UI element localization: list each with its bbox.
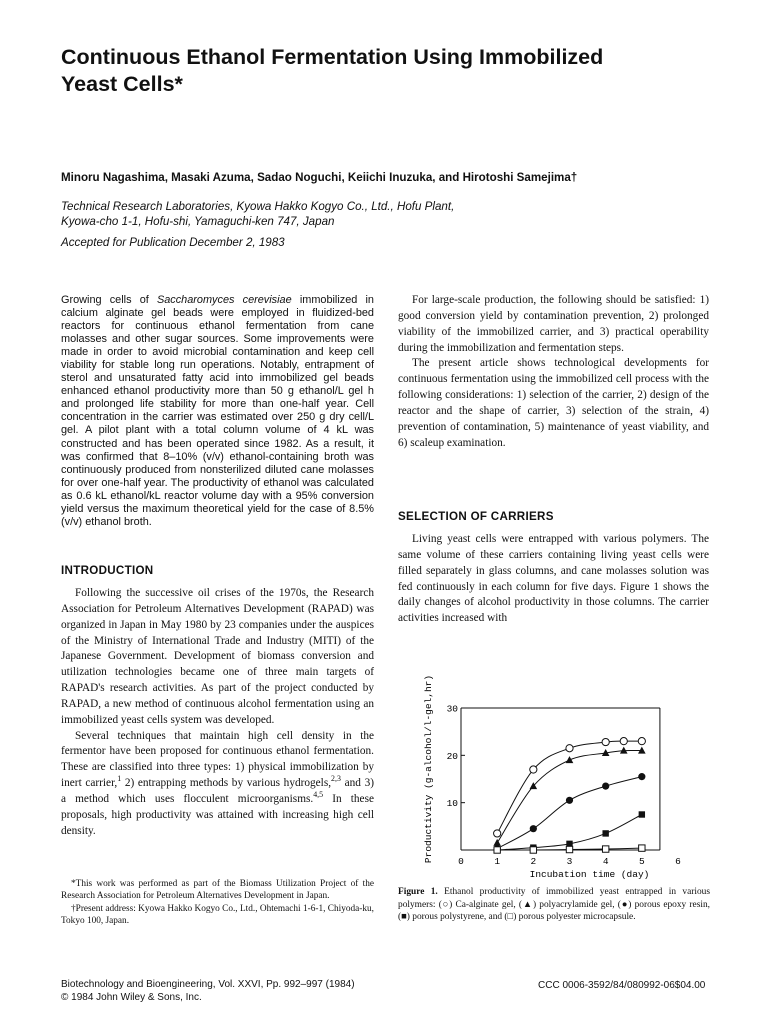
copyright: © 1984 John Wiley & Sons, Inc. (61, 991, 202, 1003)
affiliation-line-2: Kyowa-cho 1-1, Hofu-shi, Yamaguchi-ken 747, Japan (61, 214, 335, 228)
intro-paragraph-1: Following the successive oil crises of the 1970s, the Research Association for Petroleum Alternatives Development (RAPAD) was organized in Japan in May 1980 by 23 companies under the auspices of the Ministry of International Trade and Industry (MITI) of the Japanese Government. Development of biomass conversion and utilization technologies became one of three main targets of RAPAD's research activities. As part of the project conducted by RAPAD, a new method of continuous alcohol fermentation using an immobilized yeast cells system was developed. (61, 587, 374, 726)
introduction-body (61, 586, 374, 840)
species-name: Saccharomyces cerevisiae (156, 294, 292, 306)
point-filled-square (639, 811, 645, 817)
footnote-2: †Present address: Kyowa Hakko Kogyo Co., Ltd., Ohtemachi 1-6-1, Chiyoda-ku, Tokyo 100, Japan. (61, 903, 374, 927)
ccc-code: CCC 0006-3592/84/080992-06$04.00 (538, 980, 706, 991)
series-line-1 (497, 750, 642, 842)
x-axis-label: Incubation time (day) (529, 869, 650, 880)
point-filled-square (602, 830, 608, 836)
x-tick-label: 0 (458, 856, 464, 867)
series-line-2 (497, 777, 642, 849)
x-tick-label: 1 (494, 856, 501, 867)
point-open-circle (620, 738, 627, 745)
point-open-square (639, 845, 645, 851)
right-paragraph-2: The present article shows technological developments for continuous fermentation using the immobilized cell process with the following considerations: 1) selection of the carrier, 2) design of the reactor and the shape of carrier, 3) selection of the strain, 4) prevention of contamination, 5) maintenance of yeast viability, and 6) scaleup examination. (398, 357, 709, 449)
y-tick-label: 30 (446, 703, 458, 715)
point-filled-circle (530, 825, 537, 832)
x-tick-label: 5 (638, 856, 645, 867)
figure-caption (398, 886, 710, 924)
y-tick-label: 10 (446, 798, 458, 810)
chart-markers (493, 738, 645, 854)
point-open-square (530, 847, 536, 853)
point-open-circle (566, 745, 573, 752)
right-column-intro (398, 293, 709, 451)
intro-paragraph-2: Several techniques that maintain high cell density in the fermentor have been proposed for continuous ethanol fermentation. These are classified into three types: 1) physical immobilization by inert carrier,$^1$ 2) entrapping methods by various hydrogels,$^{2,3}$ and 3) a method which uses flocculent microorganisms.$^{4,5}$ In these proposals, high productivity was attained with increasing high cell density. (61, 729, 374, 837)
point-open-circle (602, 738, 609, 745)
abstract-text-rest: immobilized in calcium alginate gel beads were employed in fluidized-bed reactors for continuous ethanol fermentation from cane molasses and other sugar sources. Some improvements were made in order to avoid microbial contamination and keep cell viability for stable long run operations. Notably, entrapment of sterol and unsaturated fatty acid into immobilized gel beads enhanced ethanol productivity more than 50 g ethanol/L gel h and prolonged life stability for more than one-half year. Cell concentration in the carrier was estimated over 250 g dry cell/L gel. A pilot plant with a total column volume of 4 kL was constructed and has been operated since 1982. As a result, it was confirmed that 8–10% (v/v) ethanol-containing broth was continuously produced from nonsterilized diluted cane molasses for over one-half year. The productivity of ethanol was calculated as 0.6 kL ethanol/kL reactor volume day with a 95% conversion yield versus the maximum theoretical yield for the case of 8.5% (v/v) ethanol broth. (61, 294, 374, 528)
introduction-heading: INTRODUCTION (61, 564, 154, 577)
footnotes (61, 878, 374, 928)
point-filled-circle (566, 797, 573, 804)
citation-ref: 4,5 (313, 790, 324, 800)
author-list: Minoru Nagashima, Masaki Azuma, Sadao Noguchi, Keiichi Inuzuka, and Hirotoshi Samejima† (61, 171, 578, 184)
point-open-circle (530, 766, 537, 773)
series-line-0 (497, 741, 642, 833)
point-open-square (494, 847, 500, 853)
citation-ref: 1 (117, 774, 122, 784)
point-open-circle (494, 830, 501, 837)
accepted-date: Accepted for Publication December 2, 1983 (61, 236, 285, 249)
footnote-1: *This work was performed as part of the Biomass Utilization Project of the Research Association for Petroleum Alternatives Development in Japan. (61, 879, 374, 902)
carriers-body (398, 532, 709, 627)
y-axis-label: Productivity (g-alcohol/l-gel,hr) (423, 674, 434, 864)
point-open-circle (638, 738, 645, 745)
x-tick-label: 3 (566, 856, 573, 867)
x-tick-label: 2 (530, 856, 537, 867)
figure-1-chart (398, 640, 710, 880)
point-filled-triangle (566, 756, 574, 763)
point-open-square (602, 846, 608, 852)
figure-caption-text: Ethanol productivity of immobilized yeast entrapped in various polymers: (○) Ca-alginate gel, (▲) polyacrylamide gel, (●) porous epoxy resin, (■) porous polystyrene, and (□) porous polyester microcapsule. (398, 887, 710, 922)
point-open-square (566, 846, 572, 852)
carriers-heading: SELECTION OF CARRIERS (398, 510, 554, 523)
x-tick-label: 6 (675, 856, 681, 867)
journal-citation: Biotechnology and Bioengineering, Vol. XXVI, Pp. 992–997 (1984) (61, 979, 355, 990)
point-filled-circle (602, 783, 609, 790)
abstract-text-start: Growing cells of (61, 294, 157, 306)
point-filled-triangle (493, 839, 501, 846)
point-filled-circle (638, 773, 645, 780)
x-tick-label: 4 (602, 856, 609, 867)
article-title: Continuous Ethanol Fermentation Using Immobilized Yeast Cells* (61, 45, 604, 96)
carriers-paragraph-1: Living yeast cells were entrapped with various polymers. The same volume of these carriers containing living yeast cells were filled separately in glass columns, and cane molasses solution was fed continuously in each column for five days. Figure 1 shows the daily changes of alcohol productivity in those columns. The carrier activities increased with (398, 533, 709, 625)
y-tick-label: 20 (446, 750, 458, 762)
right-paragraph-1: For large-scale production, the following should be satisfied: 1) good conversion yield by contamination prevention, 2) prolonged viability of the immobilized carrier, and 3) practical operability during the immobilization and fermentation steps. (398, 294, 709, 354)
journal-info (61, 979, 355, 1004)
figure-label: Figure 1. (398, 887, 438, 897)
affiliation-line-1: Technical Research Laboratories, Kyowa Hakko Kogyo Co., Ltd., Hofu Plant, (61, 200, 455, 213)
citation-ref: 2,3 (331, 774, 341, 784)
abstract (61, 294, 374, 529)
